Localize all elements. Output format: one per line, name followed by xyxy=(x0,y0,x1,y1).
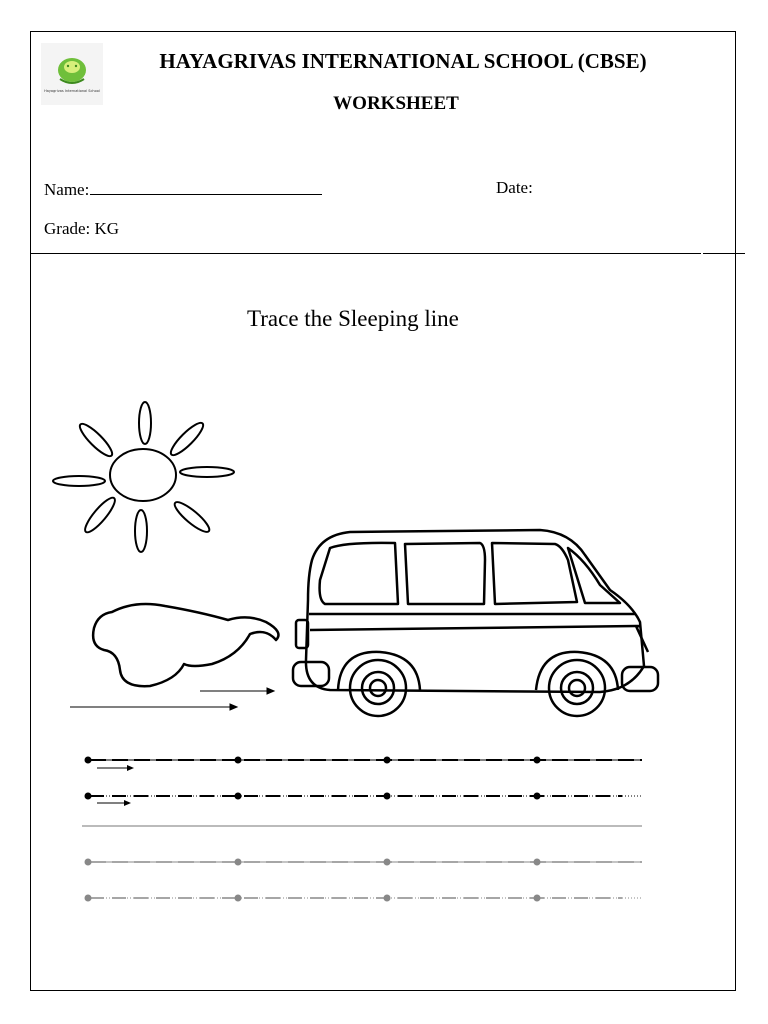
date-label: Date: xyxy=(496,178,533,197)
tracing-row-4[interactable] xyxy=(85,859,643,866)
sun-icon xyxy=(53,402,234,552)
tracing-row-2[interactable] xyxy=(85,793,643,807)
grade-label: Grade: KG xyxy=(44,219,120,238)
motion-arrows xyxy=(70,688,274,710)
logo-caption: Hayagrivas International School xyxy=(44,89,100,93)
tracing-row-5[interactable] xyxy=(85,895,643,902)
school-name: HAYAGRIVAS INTERNATIONAL SCHOOL (CBSE) xyxy=(159,49,647,73)
van-icon xyxy=(293,530,658,716)
cloud-icon xyxy=(93,604,278,686)
instruction-text: Trace the Sleeping line xyxy=(247,306,459,331)
worksheet-title: WORKSHEET xyxy=(333,93,459,114)
tracing-row-1[interactable] xyxy=(85,757,643,772)
name-label: Name: xyxy=(44,180,90,199)
